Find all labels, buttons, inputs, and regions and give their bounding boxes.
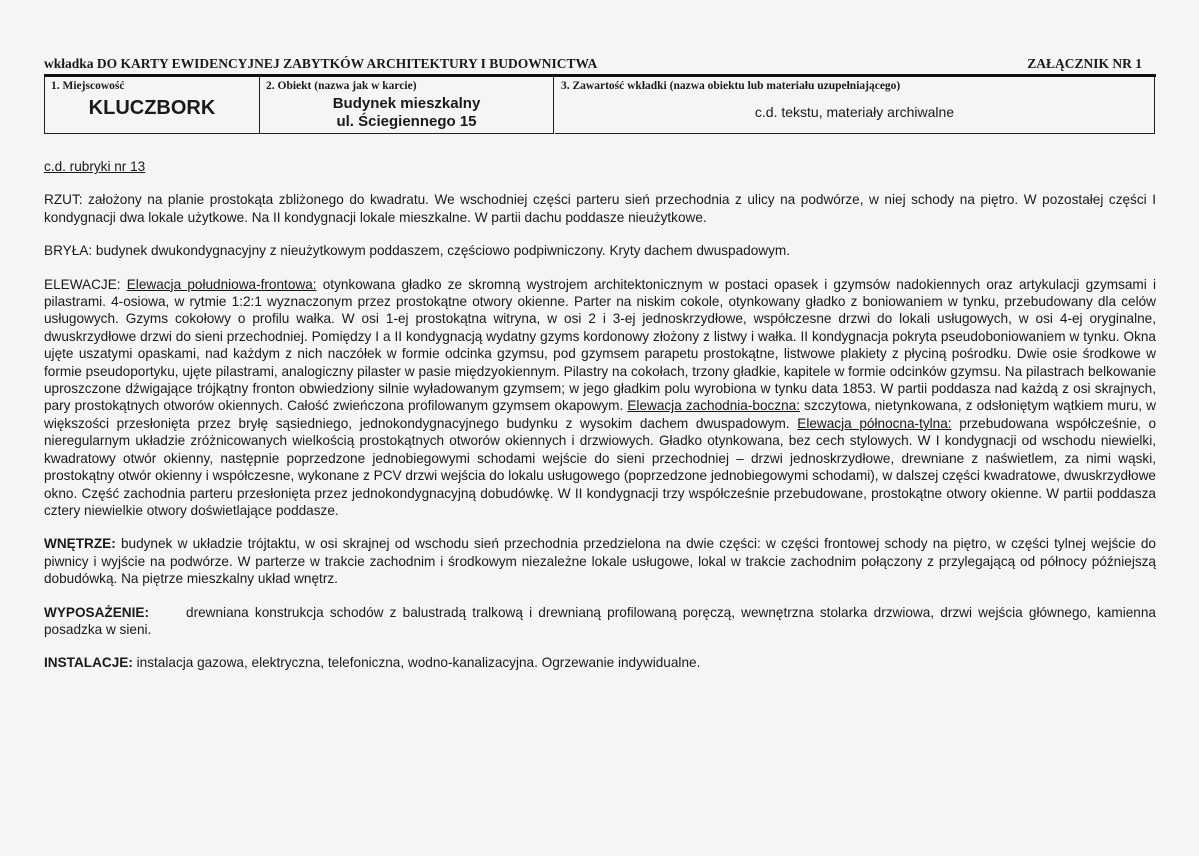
elevation-west-heading: Elewacja zachodnia-boczna: — [627, 398, 800, 414]
attachment-number: ZAŁĄCZNIK NR 1 — [1027, 56, 1142, 71]
section-instalacje: INSTALACJE: instalacja gazowa, elektryczna, telefoniczna, wodno-kanalizacyjna. Ogrzewanie indywidualne. — [44, 655, 701, 671]
section-rzut: RZUT: założony na planie prostokąta zbliżonego do kwadratu. We wschodniej części parteru sień przechodnia z ulicy na podwórze, w niej schody na piętro. W pozostałej części I kondygnacji dwa lokale użytkowe. Na II kondygnacji lokale mieszkalne. W partii dachu poddasze nieużytkowe. — [44, 192, 1156, 225]
elevation-south-heading: Elewacja południowa-frontowa: — [126, 276, 317, 292]
object-cell — [260, 77, 554, 134]
header-fields — [44, 77, 1156, 135]
place-value: KLUCZBORK — [88, 97, 216, 119]
object-label: 2. Obiekt (nazwa jak w karcie) — [266, 80, 417, 92]
elevation-north-heading: Elewacja północna-tylna: — [797, 415, 952, 431]
section-wyposazenie: WYPOSAŻENIE: drewniana konstrukcja schodów z balustradą tralkową i drewnianą profilowaną poręczą, wewnętrzna stolarka drzwiowa, drzwi wejścia głównego, kamienna posadzka w sieni. — [44, 604, 1160, 637]
form-title: wkładka DO KARTY EWIDENCYJNEJ ZABYTKÓW ARCHITEKTURY I BUDOWNICTWA — [44, 56, 598, 71]
object-name: Budynek mieszkalny — [332, 95, 481, 112]
document-body — [44, 158, 1160, 688]
section-wnetrze: WNĘTRZE: budynek w układzie trójtaktu, w osi skrajnej od wschodu sień przechodnia przedzielona na dwie części: w części frontowej schody na piętro, w części tylnej wejście do piwnicy i wyjście na podwórze. W parterze w trakcie zachodnim i środkowym niezależne lokale usługowe, lokal w trakcie zachodnim połączony z przylegającą od północy późniejszą dobudówką. Na piętrze mieszkalny układ wnętrz. — [44, 536, 1156, 587]
object-address: ul. Ściegiennego 15 — [336, 113, 477, 130]
object-value — [260, 95, 553, 131]
place-label: 1. Miejscowość — [51, 80, 125, 92]
place-cell — [44, 77, 260, 134]
content-cell — [555, 77, 1155, 134]
section-elewacje: ELEWACJE: Elewacja południowa-frontowa: otynkowana gładko ze skromną wystrojem architektonicznym w postaci opasek i gzymsów nadokiennych oraz artykulacji gzymsami i pilastrami. 4-osiowa, w rytmie 1:2:1 wyznaczonym przez prostokątne otwory okienne. Parter na niskim cokole, otynkowany gładko z boniowaniem w tynku, przebudowany dla celów usługowych. Gzyms cokołowy o profilu wałka. W osi 1-ej prostokątna witryna, w osi 2 i 3-ej jednoskrzydłowe, współczesne drzwi do lokali usługowych, w osi 4-ej oryginalne, dwuskrzydłowe drzwi do sieni przechodniej. Pomiędzy I a II kondygnacją wydatny gzyms kordonowy złożony z listwy i wałka. II kondygnacja pokryta pseudoboniowaniem w tynku. Okna ujęte uszatymi opaskami, nad każdym z nich naczółek w formie odcinka gzymsu, pod gzymsem parapetu prostokątne, listwowe plakiety z płyciną pośrodku. Dwie osie środkowe w formie pseudoportyku, ujęte pilastrami, analogiczny pilaster w pasie międzyokiennym. Pilastry na cokołach, trzony gładkie, kapitele w formie odcinków gzymsu. Na pilastrach belkowanie uproszczone dźwigające trójkątny fronton obwiedziony silnie wyładowanym gzymsem; w jego gładkim polu wyrobiona w tynku data 1853. W partii poddasza nad każdą z osi skrajnych, pary prostokątnych otworów okiennych. Całość zwieńczona profilowanym gzymsem okapowym. Elewacja zachodnia-boczna: szczytowa, nietynkowana, z odsłoniętym wątkiem muru, w większości przesłonięta przez bryłę sąsiedniego, jednokondygnacyjnego budynku z wysokim dachem dwuspadowym. Elewacja północna-tylna: przebudowana współcześnie, o nieregularnym układzie zróżnicowanych wielkością prostokątnych otworów okiennych i drzwiowych. Gładko otynkowana, bez cech stylowych. W I kondygnacji od wschodu niewielki, kwadratowy otwór okienny, następnie poprzedzone jednobiegowymi schodami wejście do sieni przechodniej – drzwi jednoskrzydłowe, drewniane z naświetlem, za nimi wąski, prostokątny otwór okienny i współczesne, wykonane z PCV drzwi wejścia do lokalu usługowego (poprzedzone jednobiegowymi schodami), w dalszej części kwadratowe, dwuskrzydłowe okno. Część zachodnia parteru przesłonięta przez jednokondygnacyjną dobudówkę. W II kondygnacji trzy współcześnie przebudowane, prostokątne otwory okienne. W partii poddasza cztery niewielkie otwory doświetlające poddasze. — [44, 276, 1157, 518]
section-bryla: BRYŁA: budynek dwukondygnacyjny z nieużytkowym poddaszem, częściowo podpiwniczony. Kryty dachem dwuspadowym. — [44, 243, 791, 259]
content-label: 3. Zawartość wkładki (nazwa obiektu lub materiału uzupełniającego) — [561, 80, 901, 92]
content-value: c.d. tekstu, materiały archiwalne — [754, 104, 955, 120]
form-header — [44, 56, 1156, 76]
continuation-note: c.d. rubryki nr 13 — [44, 159, 146, 174]
